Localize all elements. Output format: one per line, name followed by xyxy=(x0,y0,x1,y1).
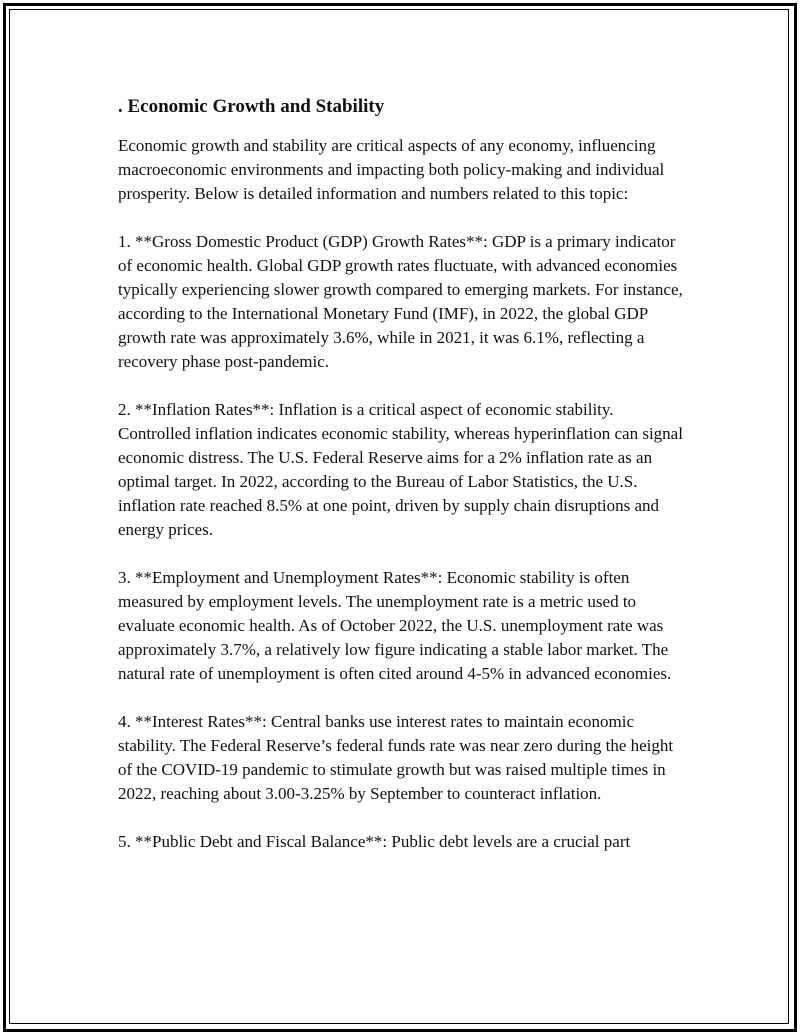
interest-rates-paragraph: 4. **Interest Rates**: Central banks use interest rates to maintain economic stability. The Federal Reserve’s federal funds rate was near zero during the height of the COVID-19 pandemic to stimulate growth but was raised multiple times in 2022, reaching about 3.00-3.25% by September to counteract inflation. xyxy=(118,712,674,803)
gdp-paragraph: 1. **Gross Domestic Product (GDP) Growth Rates**: GDP is a primary indicator of economic health. Global GDP growth rates fluctuate, with advanced economies typically experiencing slower growth compared to emerging markets. For instance, according to the International Monetary Fund (IMF), in 2022, the global GDP growth rate was approximately 3.6%, while in 2021, it was 6.1%, reflecting a recovery phase post-pandemic. xyxy=(118,232,683,371)
inflation-paragraph: 2. **Inflation Rates**: Inflation is a critical aspect of economic stability. Controlled inflation indicates economic stability, whereas hyperinflation can signal economic distress. The U.S. Federal Reserve aims for a 2% inflation rate as an optimal target. In 2022, according to the Bureau of Labor Statistics, the U.S. inflation rate reached 8.5% at one point, driven by supply chain disruptions and energy prices. xyxy=(118,400,683,539)
public-debt-paragraph: 5. **Public Debt and Fiscal Balance**: Public debt levels are a crucial part xyxy=(118,832,631,851)
document-body xyxy=(118,96,688,878)
intro-paragraph: Economic growth and stability are critical aspects of any economy, influencing macroeconomic environments and impacting both policy-making and individual prosperity. Below is detailed information and numbers related to this topic: xyxy=(118,136,665,203)
employment-paragraph: 3. **Employment and Unemployment Rates**: Economic stability is often measured by employment levels. The unemployment rate is a metric used to evaluate economic health. As of October 2022, the U.S. unemployment rate was approximately 3.7%, a relatively low figure indicating a stable labor market. The natural rate of unemployment is often cited around 4-5% in advanced economies. xyxy=(118,568,672,683)
section-heading: . Economic Growth and Stability xyxy=(118,96,385,117)
